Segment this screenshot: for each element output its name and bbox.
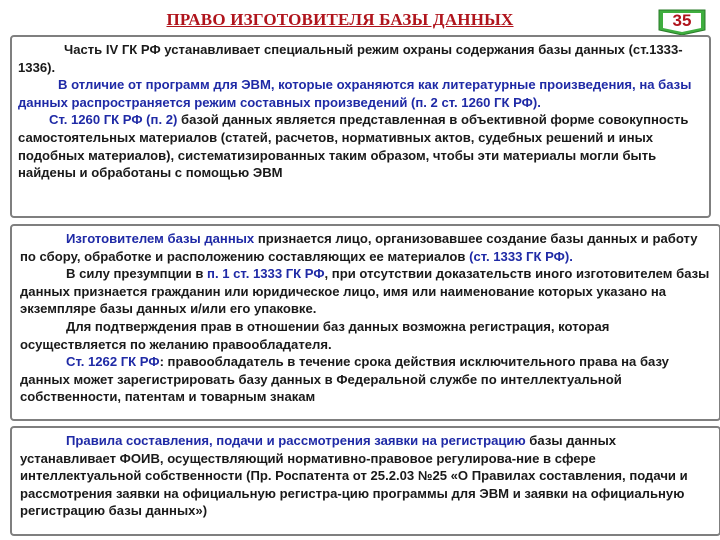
text-box-database-maker bbox=[10, 224, 720, 421]
paragraph-text: базой данных является представленная в объективной форме совокупность самостоятельных материалов (статей, расчетов, нормативных актов, судебных решений и иных подобных материалов), систематизированных таким образом, чтобы эти материалы могли быть найдены и обработаны с помощью ЭВМ bbox=[18, 112, 689, 181]
legal-reference: (ст. 1333 ГК РФ). bbox=[469, 248, 573, 264]
legal-reference: Ст. 1260 ГК РФ (п. 2) bbox=[49, 112, 178, 128]
legal-reference: п. 1 ст. 1333 ГК РФ bbox=[207, 266, 325, 282]
page-number-badge bbox=[657, 6, 707, 36]
page-number: 35 bbox=[672, 11, 692, 30]
term: Изготовителем базы данных bbox=[66, 231, 255, 246]
paragraph-text: : правообладатель в течение срока действия исключительного права на базу данных может зарегистрировать базу данных в Федеральной службе по интеллектуальной собственности, патентам и товарным знакам bbox=[20, 354, 669, 405]
paragraph-text: В силу презумпции в bbox=[66, 266, 208, 282]
paragraph bbox=[20, 432, 711, 520]
legal-reference: Ст. 1262 ГК РФ bbox=[66, 354, 160, 370]
paragraph-text: В отличие от программ для ЭВМ, которые охраняются как литературные произведения, на базы данных распространяется режим составных произведений (п. 2 ст. 1260 ГК РФ). bbox=[18, 77, 692, 110]
slide-title: ПРАВО ИЗГОТОВИТЕЛЯ БАЗЫ ДАННЫХ bbox=[166, 10, 514, 29]
paragraph bbox=[18, 76, 703, 111]
paragraph-text: признается лицо, организовавшее создание базы данных и работу по сбору, обработке и расположению составляющих ее материалов bbox=[20, 231, 698, 264]
paragraph bbox=[18, 41, 703, 76]
paragraph bbox=[20, 265, 711, 318]
text-box-registration-rules bbox=[10, 426, 720, 536]
term: Правила составления, подачи и рассмотрения заявки на регистрацию bbox=[66, 433, 526, 448]
paragraph-text: Для подтверждения прав в отношении баз данных возможна регистрация, которая осуществляется по желанию правообладателя. bbox=[20, 318, 610, 352]
paragraph-text: базы данных устанавливает ФОИВ, осуществляющий нормативно-правовое регулирова-ние в сфере интеллектуальной собственности (Пр. Роспатента от 25.2.03 №25 «О Правилах составления, подачи и рассмотрения заявки на официальную регистра-цию программы для ЭВМ и заявки на официальную регистрацию базы данных») bbox=[20, 433, 688, 519]
paragraph bbox=[20, 353, 711, 406]
paragraph bbox=[20, 230, 711, 265]
paragraph bbox=[20, 318, 711, 353]
paragraph-text: Часть IV ГК РФ устанавливает специальный режим охраны содержания базы данных (ст.1333-1336). bbox=[18, 42, 683, 75]
paragraph-text: , при отсутствии доказательств иного изготовителем базы данных признается гражданин или юридическое лицо, имя или наименование которых указано на экземпляре базы данных и/или его упаковке. bbox=[20, 266, 710, 317]
text-box-database-regime bbox=[10, 35, 711, 218]
paragraph bbox=[18, 111, 703, 181]
